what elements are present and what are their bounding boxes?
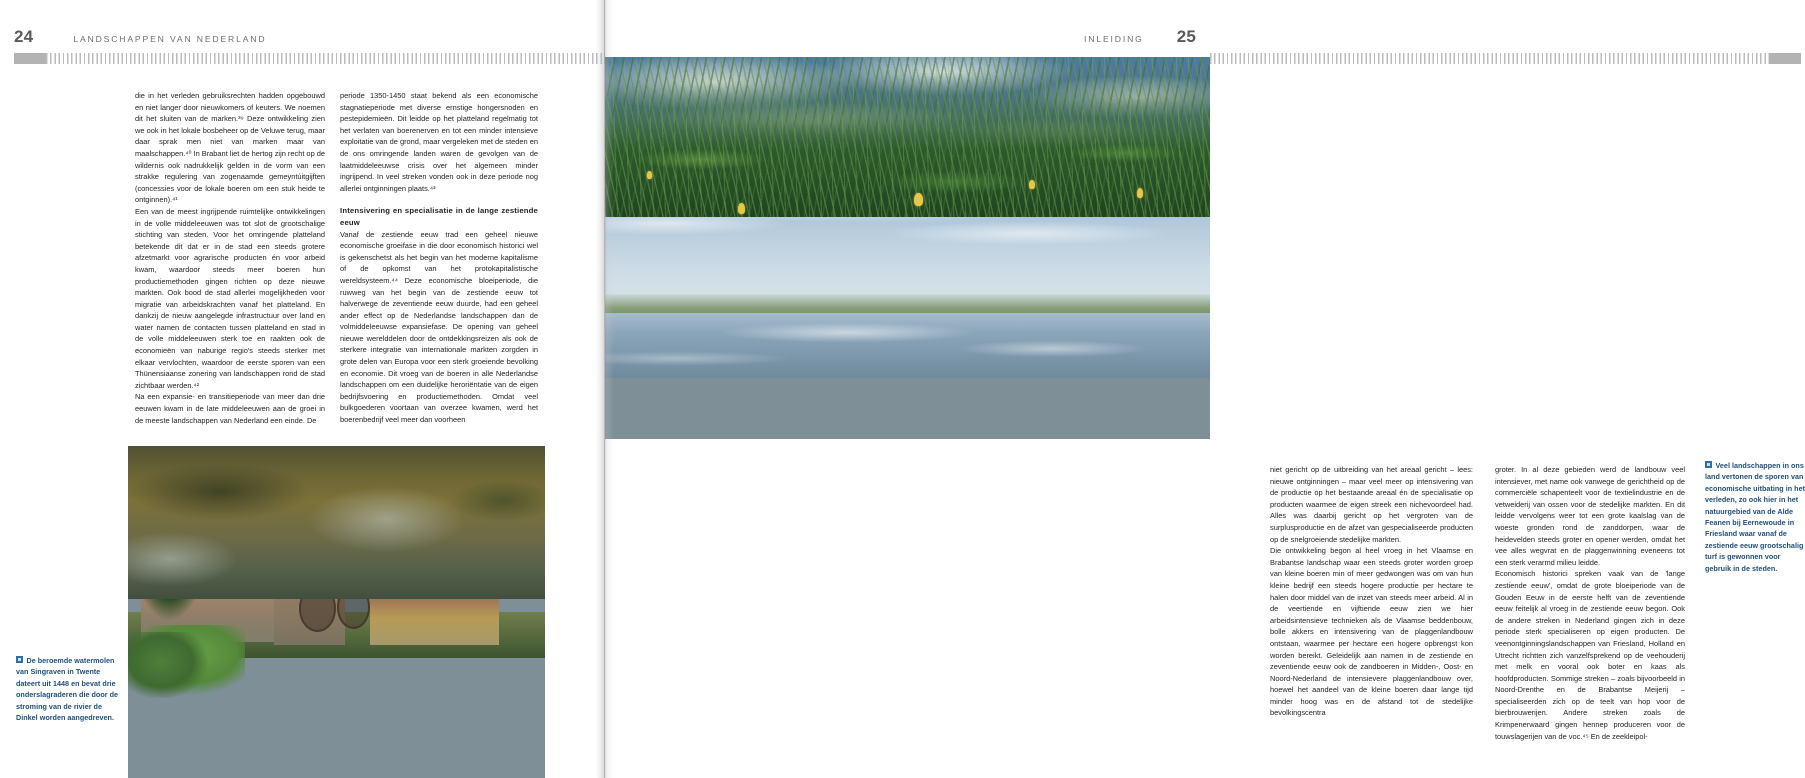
rule-block-icon [14,53,46,64]
paragraph: Economisch historici spreken vaak van de 'lange zestiende eeuw', omdat de grote bloeiperiode van de Gouden Eeuw in de eerste helft van de zeventiende eeuw feitelijk al vroeg in de zestiende eeuw begon. Ook de andere streken in Nederland gingen zich in deze periode sterk specialiseren op eigen producten. De veenontginningslandschappen van Friesland, Holland en Utrecht richtten zich vanzelfsprekend op de veehouderij met melk en vooral ook boter en kaas als hoofdproducten. Sommige streken – zoals bijvoorbeeld in Noord-Drenthe en de Brabantse Meijerij – specialiseerden zich op de teelt van hop voor de bierbrouwerijen. Andere streken zoals de Krimpenerwaard gingen hennep produceren voor de touwslagerijen van de voc.⁴⁵ En de zeekleipol- [1495,569,1685,741]
left-photo-caption [16,655,120,723]
rule-dashes-icon [46,53,605,64]
left-page [0,0,605,778]
caption-text: Veel landschappen in ons land vertonen de sporen van economische uitbating in het verleden, zo ook hier in het natuurgebied van de Alde Feanen bij Eernewoude in Friesland waar vanaf de zestiende eeuw grootschalig turf is gewonnen voor gebruik in de steden. [1705,461,1805,573]
photo-water-layer [128,446,545,599]
paragraph: Na een expansie- en transitieperiode van meer dan drie eeuwen kwam in de late middeleeuwen aan de groei in de meeste landschappen van Nederland een einde. De [135,392,325,425]
left-folio-number: 24 [14,27,34,46]
right-running-head [1084,28,1196,50]
left-text-column-1 [135,90,325,426]
paragraph: Vanaf de zestiende eeuw trad een geheel nieuwe economische groeifase in die door economisch historici wel is gekenschetst als het begin van het moderne kapitalisme of de opkomst van het protokapitalistische wereldsysteem.⁴⁴ Deze economische bloeiperiode, die ruwweg van het begin van de zestiende eeuw tot halverwege de zeventiende eeuw duurde, had een geheel ander effect op de Nederlandse landschappen dan de volmiddeleeuwse expansiefase. De opening van geheel nieuwe werelddelen door de ontdekkingsreizen als ook de sterkere integratie van internationale markten zorgden in grote delen van Europa voor een sterk groeiende bevolking en economie. Dit vroeg van de boeren in alle Nederlandse landschappen om een duidelijke heroriëntatie van de eigen bedrijfsvoering en productiemethoden. Omdat veel bulkgoederen voortaan van overzee kwamen, werd het boerenbedrijf veel meer dan voorheen [340,229,538,425]
rule-block-icon [1769,53,1801,64]
right-photo-caption [1705,460,1805,574]
paragraph: Een van de meest ingrijpende ruimtelijke ontwikkelingen in de volle middeleeuwen was tot slot de grootschalige stichting van steden. Voor het omringende platteland betekende dit dat er in de stad een steeds grotere afzetmarkt voor agrarische producten én voor arbeid kwam, waardoor steeds meer boeren hun productiemethoden gingen richten op deze nieuwe markten. Ook bood de stad allerlei mogelijkheden voor migratie van arbeidskrachten vanaf het platteland. En dankzij de nieuw aangelegde infrastructuur over land en water namen de contacten tussen platteland en stad in de volle middeleeuwen sterk toe en raakten ook de economieën van naburige regio's steeds sterker met elkaar vervlochten, waardoor de eerste sporen van een Thünensiaanse zonering van landschappen rond de stad zichtbaar werden.⁴² [135,206,325,390]
right-decorative-rule [1210,53,1801,64]
photo-reedbed-layer [605,57,1210,217]
yellow-iris-flower [738,203,745,214]
rule-dashes-icon [1210,53,1769,64]
right-running-title: INLEIDING [1084,34,1144,44]
alde-feanen-wetland-photo [605,57,1210,439]
caption-text: De beroemde watermolen van Singraven in Twente dateert uit 1448 en bevat drie onderslagraderen die door de stroming van de rivier de Dinkel worden aangedreven. [16,656,119,723]
paragraph: niet gericht op de uitbreiding van het areaal gericht – lees: nieuwe ontginningen – maar veel meer op intensivering van de productie op het bestaande areaal én de specialisatie op producten waarmee de eigen streek een nichevoordeel had. Alles was daarbij gericht op het vergroten van de surplusproductie en de afzet van gespecialiseerde producten op de snelgroeiende stedelijke markten. [1270,465,1473,544]
section-heading: Intensivering en specialisatie in de lange zestiende eeuw [340,206,538,227]
paragraph: Die ontwikkeling begon al heel vroeg in het Vlaamse en Brabantse landschap waar een steeds groter worden groep van kleine boeren min of meer gedwongen was om van hun kleine bedrijf een steeds hogere productie per hectare te halen door middel van de inzet van steeds meer arbeid. Al in de veertiende en vijftiende eeuw zien we hier arbeidsintensieve technieken als de Vlaamse beddenbouw, bolle akkers en intensivering van de plaggenlandbouw ontstaan, waarmee per hectare een hogere opbrengst kon worden bereikt. Geleidelijk aan namen in de zestiende en zeventiende eeuw ook de zandboeren in Midden-, Oost- en Noord-Nederland de intensievere plaggenlandbouw over, hoewel het aandeel van de kleine boeren daar lange tijd minder hoog was en de afstand tot de stedelijke bevolkingscentra [1270,546,1473,718]
yellow-iris-flower [914,193,923,206]
right-text-column-1 [1270,464,1473,719]
photo-water-layer [605,313,1210,378]
paragraph: die in het verleden gebruiksrechten hadden opgebouwd en niet langer door nieuwkomers of keuters. We noemen dit het sluiten van de marken.³⁹ Deze ontwikkeling zien we ook in het lokale bosbeheer op de Veluwe terug, maar daar sprak men niet van marken maar van maalschappen.⁴⁰ In Brabant liet de hertog zijn recht op de wildernis ook nadrukkelijk gelden in de vorm van een strakke regulering van zogenaamde gemeyntúitgijften (concessies voor de lokale boeren om een stuk heide te ontginnen).⁴¹ [135,91,325,205]
right-folio-number: 25 [1176,27,1196,46]
photo-bank-left [128,632,211,698]
yellow-iris-flower [1029,180,1035,189]
figure-marker-icon [16,656,23,663]
left-decorative-rule [14,53,605,64]
paragraph: groter. In al deze gebieden werd de landbouw veel intensiever, met name ook vanwege de gerichtheid op de commerciële schapenteelt voor de textielindustrie en de vetweiderij van ossen voor de stedelijke markten. En dit leidde vervolgens weer tot een grote kaalslag van de woeste gronden rond de zanddorpen, waar de heidevelden steeds groter en opener werden, omdat het vee alles wegvrat en de plaggenwinning eveneens tot een sterk verarmd milieu leidde. [1495,465,1685,567]
left-running-title: LANDSCHAPPEN VAN NEDERLAND [73,34,267,44]
figure-marker-icon [1705,461,1712,468]
book-spine-line [604,0,605,778]
yellow-iris-flower [647,171,652,179]
yellow-iris-flower [1137,188,1143,198]
paragraph: periode 1350-1450 staat bekend als een economische stagnatieperiode met diverse ernstige hongersnoden en pestepidemieën. Dit leidde op het platteland regelmatig tot het verlaten van boerenerven en tot een minder intensieve exploitatie van de grond, maar vergeleken met de steden en de ons omringende landen waren de gevolgen van de laatmiddeleeuwse crisis over het algemeen minder ingrijpend. In veel streken vonden ook in deze periode nog allerlei ontginningen plaats.⁴³ [340,91,538,193]
watermill-singraven-photo [128,446,545,778]
left-text-column-2 [340,90,538,426]
left-running-head [14,28,266,50]
right-text-column-2 [1495,464,1685,742]
